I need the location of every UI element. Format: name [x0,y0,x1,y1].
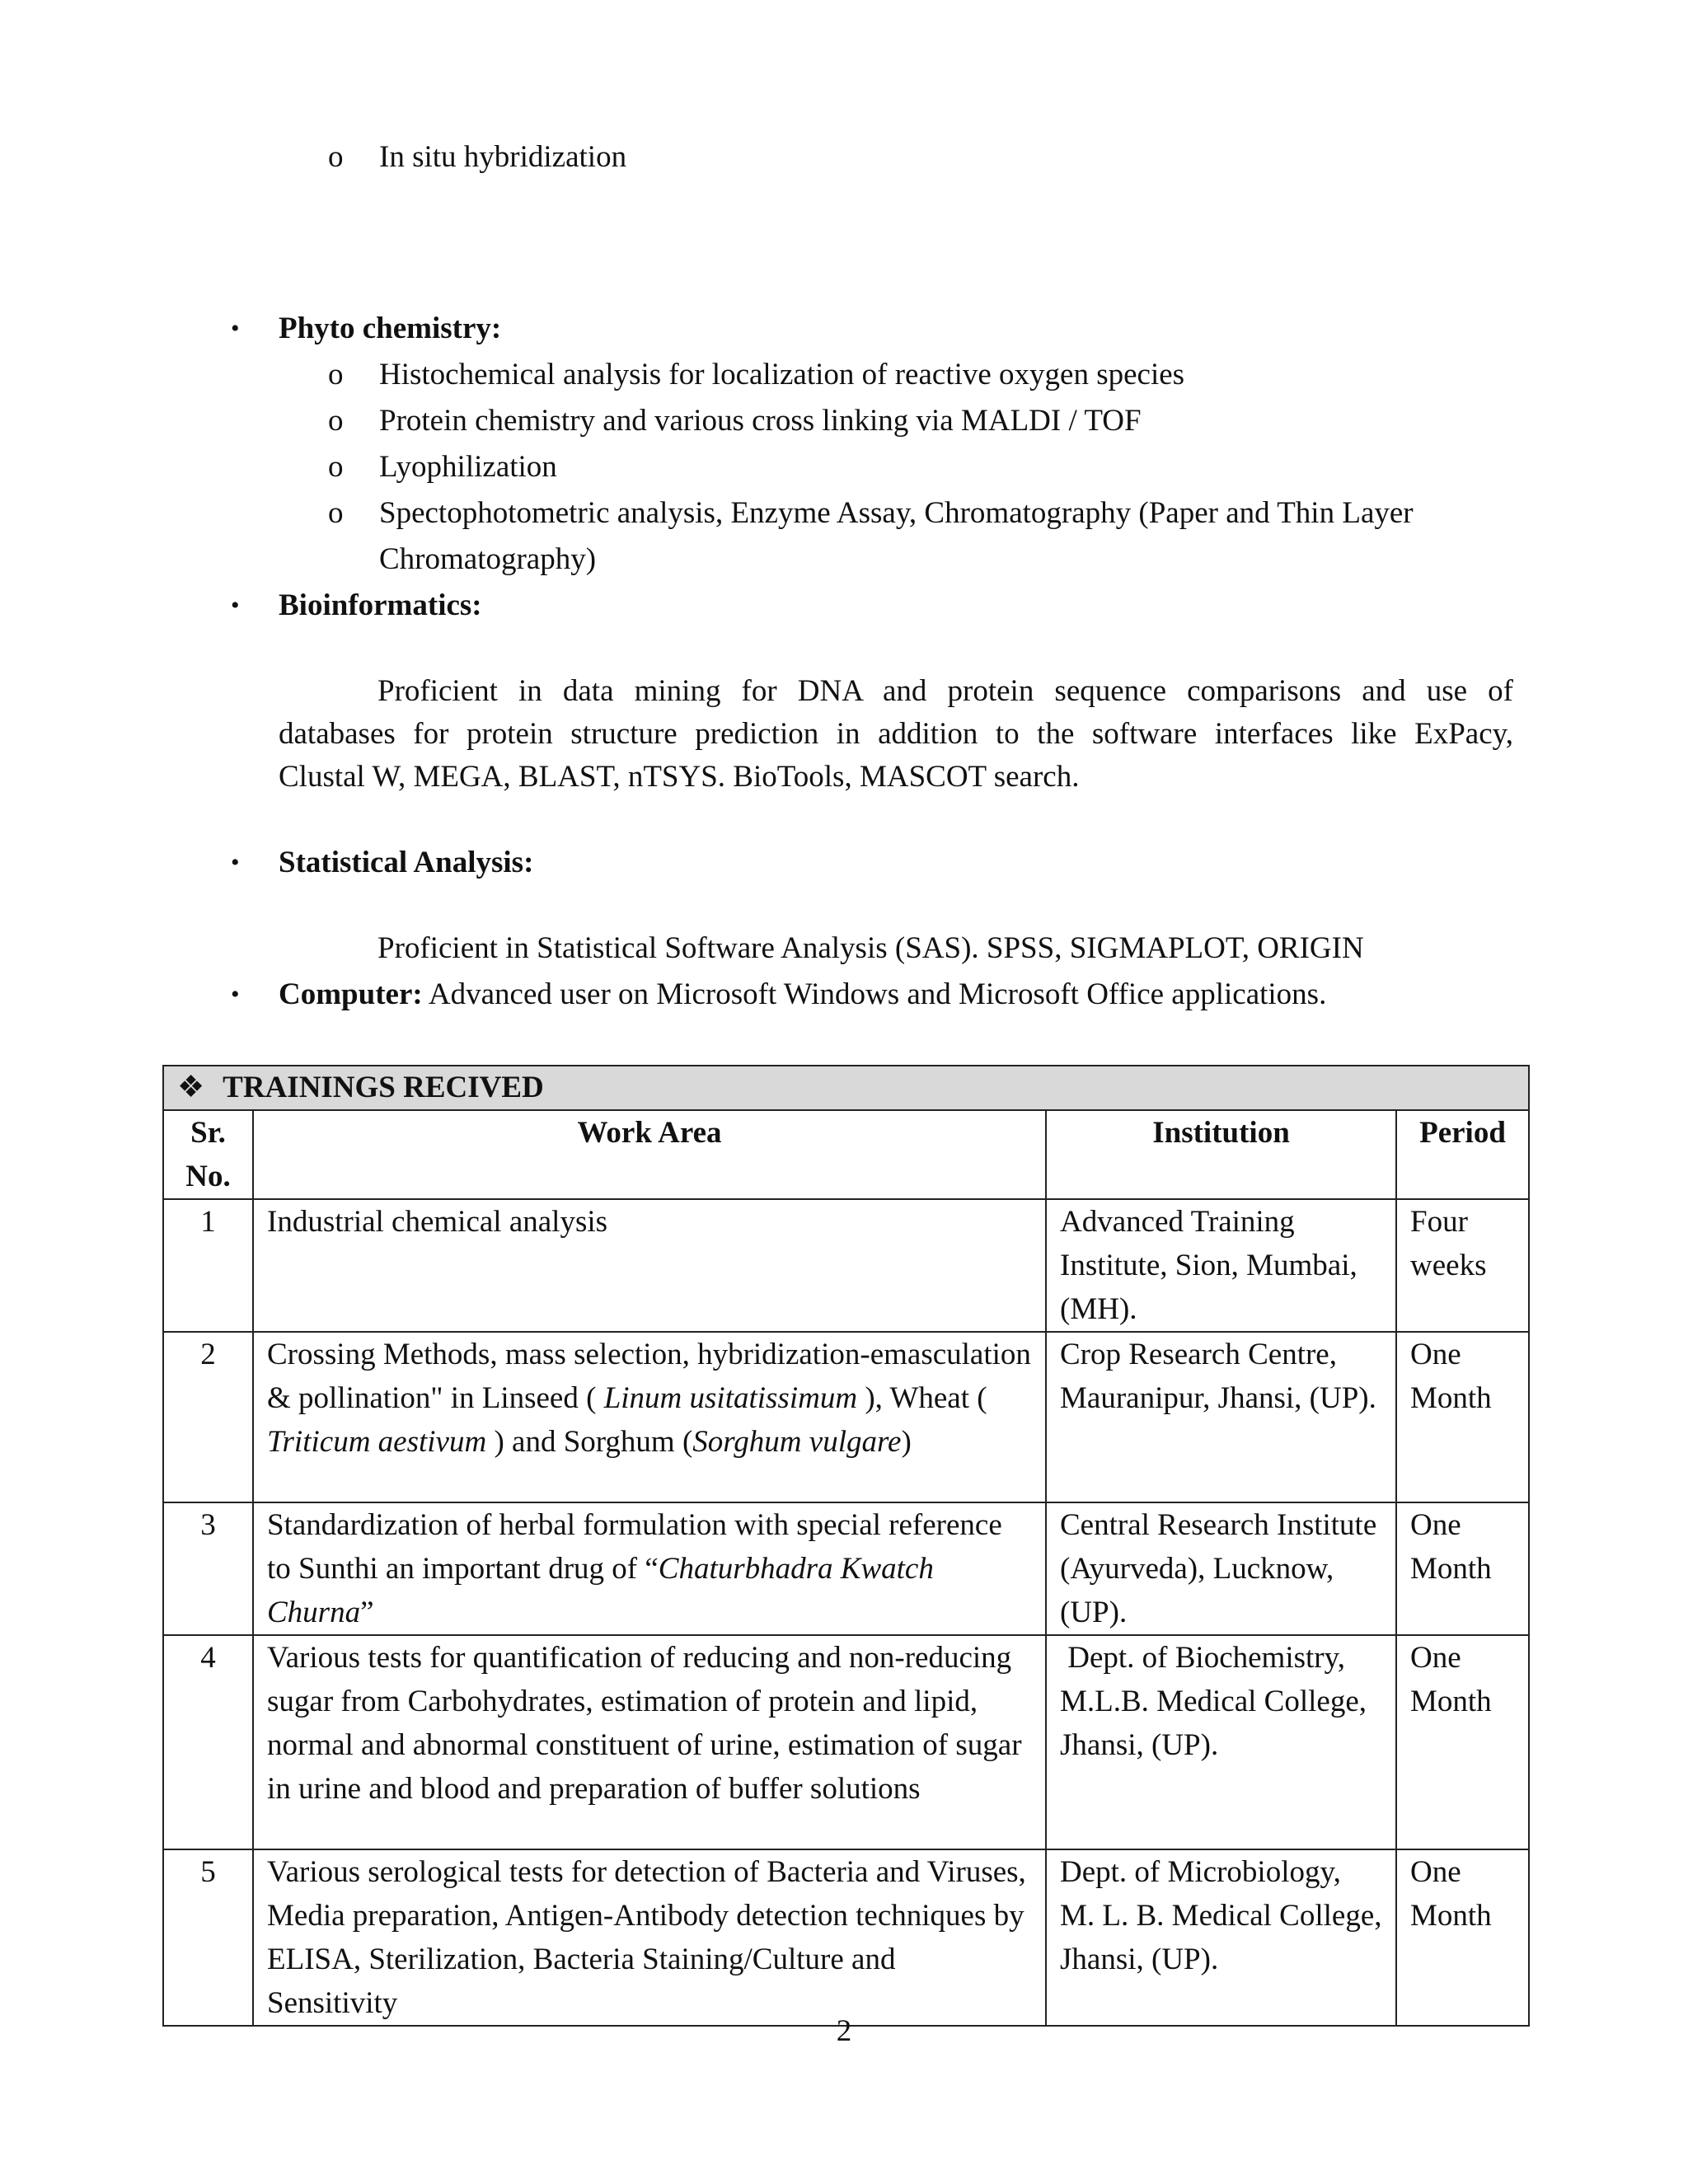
work-area-cell: Various serological tests for detection of Bacteria and Viruses, Media preparation, Antigen-Antibody detection techniques by ELISA, Sterilization, Bacteria Staining/Culture and Sensitivity [253,1849,1046,2026]
institution-cell: Crop Research Centre, Mauranipur, Jhansi, (UP). [1046,1332,1396,1502]
list-marker: o [328,496,344,530]
work-text: ) [901,1425,912,1459]
section-heading: Statistical Analysis: [279,846,534,879]
trainings-table [162,1065,1530,2027]
diamond-bullet-icon: ❖ [177,1071,205,1104]
row-number: 3 [163,1502,253,1635]
list-item-text: Lyophilization [379,450,557,484]
work-text: ) and Sorghum ( [486,1425,693,1459]
period-cell: One Month [1396,1502,1529,1635]
table-caption [163,1066,1529,1110]
header-text: No. [185,1160,231,1193]
list-item-text: Spectophotometric analysis, Enzyme Assay, Chromatography (Paper and Thin Layer [379,496,1414,530]
period-cell: Four weeks [1396,1199,1529,1332]
species-name: Triticum aestivum [267,1425,487,1459]
institution-cell: Central Research Institute (Ayurveda), Lucknow, (UP). [1046,1502,1396,1635]
column-header-work-area: Work Area [253,1110,1046,1199]
institution-cell: Advanced Training Institute, Sion, Mumbai, (MH). [1046,1199,1396,1332]
table-row [163,1849,1529,2026]
work-text: ” [360,1596,374,1629]
column-header-period: Period [1396,1110,1529,1199]
species-name: Sorghum vulgare [692,1425,902,1459]
section-heading: Computer: [279,977,423,1011]
bullet-icon: • [231,315,240,342]
table-caption-text: TRAININGS RECIVED [223,1071,544,1104]
list-item-text: In situ hybridization [379,140,627,174]
period-cell: One Month [1396,1849,1529,2026]
page-number: 2 [836,2014,852,2048]
list-marker: o [328,140,344,174]
work-text: Crossing Methods, mass selection, hybridization-emasculation & pollination" in Linseed ( [267,1338,1031,1415]
paragraph: Proficient in Statistical Software Analysis (SAS). SPSS, SIGMAPLOT, ORIGIN [377,931,1364,965]
table-caption-row [163,1066,1529,1110]
work-text: Standardization of herbal formulation with special reference to Sunthi an important drug of “ [267,1508,1002,1586]
list-marker: o [328,450,344,484]
bullet-icon: • [231,592,240,619]
section-line [279,972,1326,1017]
paragraph-line: Proficient in data mining for DNA and protein sequence comparisons and use of [377,674,1513,708]
species-name: Linum usitatissimum [603,1381,858,1415]
work-area-cell: Industrial chemical analysis [253,1199,1046,1332]
bullet-icon: • [231,981,240,1008]
bullet-icon: • [231,849,240,876]
table-row [163,1332,1529,1502]
institution-cell: Dept. of Microbiology, M. L. B. Medical College, Jhansi, (UP). [1046,1849,1396,2026]
work-text: ), Wheat ( [857,1381,987,1415]
list-marker: o [328,404,344,438]
list-item-text: Chromatography) [379,542,597,576]
row-number: 2 [163,1332,253,1502]
column-header-institution: Institution [1046,1110,1396,1199]
work-area-cell [253,1502,1046,1635]
period-cell: One Month [1396,1332,1529,1502]
section-heading: Phyto chemistry: [279,312,502,345]
section-heading: Bioinformatics: [279,588,482,622]
row-number: 5 [163,1849,253,2026]
paragraph-line: databases for protein structure prediction in addition to the software interfaces like ExPacy, [279,717,1513,751]
list-marker: o [328,358,344,391]
period-cell: One Month [1396,1635,1529,1849]
work-area-cell [253,1332,1046,1502]
table-header-row [163,1110,1529,1199]
list-item-text: Protein chemistry and various cross linking via MALDI / TOF [379,404,1142,438]
section-text: Advanced user on Microsoft Windows and Microsoft Office applications. [422,977,1327,1011]
table-row [163,1502,1529,1635]
institution-cell: Dept. of Biochemistry, M.L.B. Medical College, Jhansi, (UP). [1046,1635,1396,1849]
column-header-sr-no [163,1110,253,1199]
work-area-cell: Various tests for quantification of reducing and non-reducing sugar from Carbohydrates, estimation of protein and lipid, normal and abnormal constituent of urine, estimation of sugar in urine and blood and preparation of buffer solutions [253,1635,1046,1849]
formulation-name: Chaturbhadra Kwatch Churna [267,1552,934,1629]
table-row [163,1199,1529,1332]
table-row [163,1635,1529,1849]
row-number: 4 [163,1635,253,1849]
paragraph-line: Clustal W, MEGA, BLAST, nTSYS. BioTools, MASCOT search. [279,760,1080,794]
header-text: Sr. [190,1116,226,1150]
row-number: 1 [163,1199,253,1332]
list-item-text: Histochemical analysis for localization of reactive oxygen species [379,358,1185,391]
